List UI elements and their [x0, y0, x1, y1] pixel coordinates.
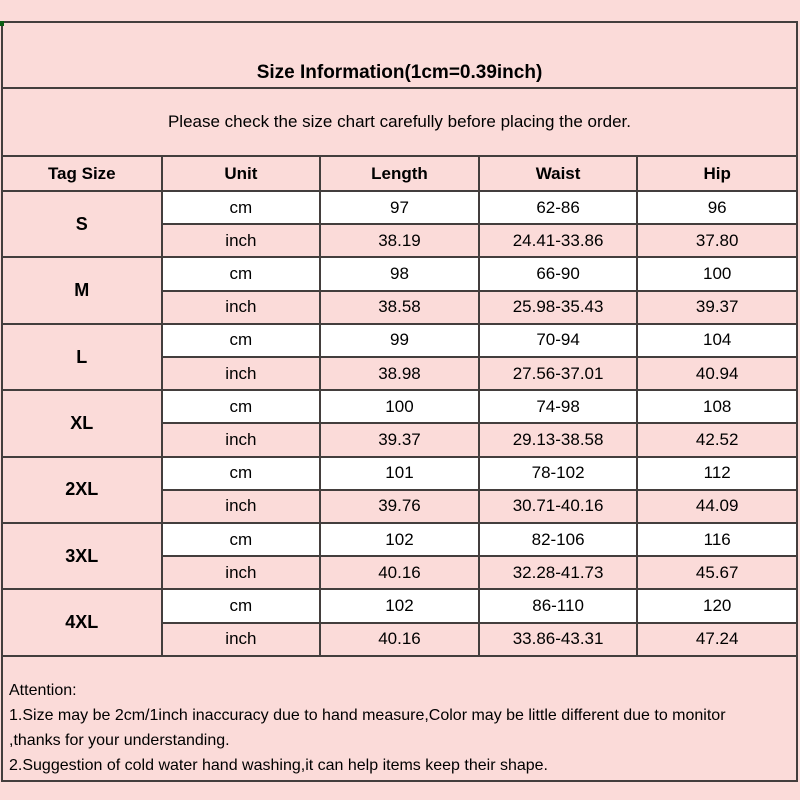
waist-cell: 74-98: [479, 390, 638, 423]
attention-heading: Attention:: [9, 682, 77, 699]
col-header-hip: Hip: [637, 156, 796, 191]
length-cell: 39.76: [320, 490, 479, 523]
length-cell: 38.58: [320, 291, 479, 324]
attention-line: 2.Suggestion of cold water hand washing,it can help items keep their shape.: [9, 757, 548, 774]
length-cell: 98: [320, 257, 479, 290]
unit-cell: inch: [162, 224, 321, 257]
col-header-waist: Waist: [479, 156, 638, 191]
subtitle-note: Please check the size chart carefully before placing the order.: [167, 112, 632, 131]
length-cell: 97: [320, 191, 479, 224]
length-cell: 39.37: [320, 423, 479, 456]
hip-cell: 120: [637, 589, 796, 622]
col-header-unit: Unit: [162, 156, 321, 191]
tag-size-cell: S: [3, 191, 162, 257]
length-cell: 40.16: [320, 623, 479, 656]
attention-note: [3, 657, 796, 780]
unit-cell: inch: [162, 556, 321, 589]
unit-cell: inch: [162, 357, 321, 390]
waist-cell: 78-102: [479, 457, 638, 490]
length-cell: 38.19: [320, 224, 479, 257]
length-cell: 102: [320, 589, 479, 622]
waist-cell: 29.13-38.58: [479, 423, 638, 456]
size-chart-sheet: [1, 21, 798, 782]
hip-cell: 116: [637, 523, 796, 556]
page-title: Size Information(1cm=0.39inch): [3, 23, 796, 89]
unit-cell: inch: [162, 423, 321, 456]
waist-cell: 24.41-33.86: [479, 224, 638, 257]
hip-cell: 42.52: [637, 423, 796, 456]
unit-cell: inch: [162, 490, 321, 523]
hip-cell: 47.24: [637, 623, 796, 656]
hip-cell: 100: [637, 257, 796, 290]
waist-cell: 62-86: [479, 191, 638, 224]
unit-cell: cm: [162, 390, 321, 423]
waist-cell: 25.98-35.43: [479, 291, 638, 324]
waist-cell: 70-94: [479, 324, 638, 357]
waist-cell: 27.56-37.01: [479, 357, 638, 390]
length-cell: 100: [320, 390, 479, 423]
length-cell: 99: [320, 324, 479, 357]
tag-size-cell: 3XL: [3, 523, 162, 589]
unit-cell: cm: [162, 257, 321, 290]
waist-cell: 30.71-40.16: [479, 490, 638, 523]
tag-size-cell: L: [3, 324, 162, 390]
tag-size-cell: 2XL: [3, 457, 162, 523]
waist-cell: 33.86-43.31: [479, 623, 638, 656]
hip-cell: 37.80: [637, 224, 796, 257]
unit-cell: cm: [162, 324, 321, 357]
table-row: [3, 457, 796, 490]
hip-cell: 45.67: [637, 556, 796, 589]
length-cell: 40.16: [320, 556, 479, 589]
header-row: [3, 156, 796, 191]
hip-cell: 39.37: [637, 291, 796, 324]
tag-size-cell: XL: [3, 390, 162, 456]
size-table: [3, 155, 796, 657]
hip-cell: 104: [637, 324, 796, 357]
hip-cell: 112: [637, 457, 796, 490]
waist-cell: 32.28-41.73: [479, 556, 638, 589]
waist-cell: 86-110: [479, 589, 638, 622]
unit-cell: cm: [162, 191, 321, 224]
table-row: [3, 523, 796, 556]
waist-cell: 82-106: [479, 523, 638, 556]
length-cell: 38.98: [320, 357, 479, 390]
length-cell: 102: [320, 523, 479, 556]
unit-cell: cm: [162, 589, 321, 622]
waist-cell: 66-90: [479, 257, 638, 290]
unit-cell: inch: [162, 623, 321, 656]
corner-artifact: [0, 21, 4, 26]
table-row: [3, 324, 796, 357]
hip-cell: 96: [637, 191, 796, 224]
table-row: [3, 191, 796, 224]
tag-size-cell: M: [3, 257, 162, 323]
table-row: [3, 589, 796, 622]
unit-cell: cm: [162, 457, 321, 490]
col-header-length: Length: [320, 156, 479, 191]
attention-line: ,thanks for your understanding.: [9, 732, 230, 749]
unit-cell: inch: [162, 291, 321, 324]
length-cell: 101: [320, 457, 479, 490]
table-row: [3, 390, 796, 423]
hip-cell: 108: [637, 390, 796, 423]
attention-line: 1.Size may be 2cm/1inch inaccuracy due to hand measure,Color may be little different due to monitor: [9, 707, 726, 724]
unit-cell: cm: [162, 523, 321, 556]
hip-cell: 40.94: [637, 357, 796, 390]
col-header-tag-size: Tag Size: [3, 156, 162, 191]
hip-cell: 44.09: [637, 490, 796, 523]
table-row: [3, 257, 796, 290]
tag-size-cell: 4XL: [3, 589, 162, 656]
